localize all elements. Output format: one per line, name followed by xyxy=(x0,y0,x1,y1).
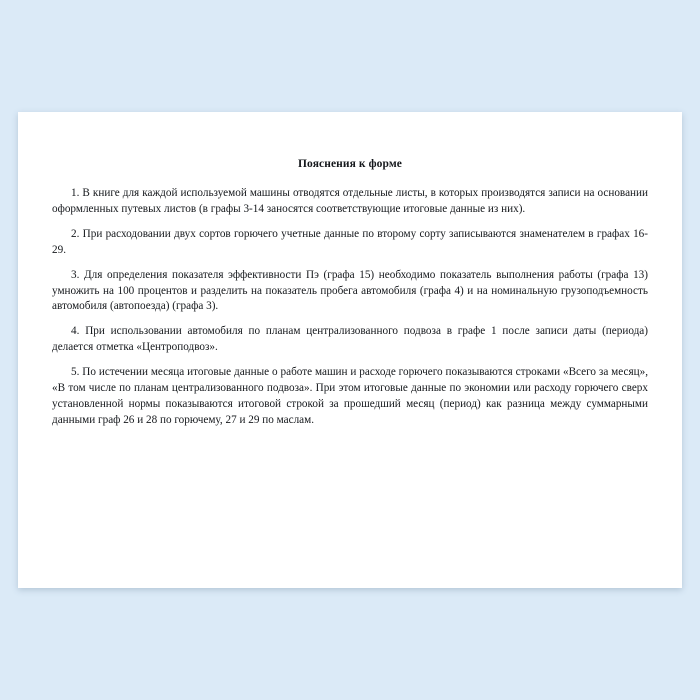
paragraph-2: 2. При расходовании двух сортов горючего учетные данные по второму сорту записываются знаменателем в графах 16-29. xyxy=(52,227,648,256)
document-sheet xyxy=(18,112,682,588)
paragraph-3: 3. Для определения показателя эффективности Пэ (графа 15) необходимо показатель выполнения работы (графа 13) умножить на 100 процентов и разделить на показатель пробега автомобиля (графа 4) и на номинальную грузоподъемность автомобиля (автопоезда) (графа 3). xyxy=(52,268,648,313)
paragraph-5: 5. По истечении месяца итоговые данные о работе машин и расходе горючего показываются строками «Всего за месяц», «В том числе по планам централизованного подвоза». При этом итоговые данные по экономии или расходу горючего сверх установленной нормы показываются итоговой строкой за прошедший месяц (период) как разница между суммарными данными граф 26 и 28 по горючему, 27 и 29 по маслам. xyxy=(52,366,648,426)
paragraph-1: 1. В книге для каждой используемой машины отводятся отдельные листы, в которых производятся записи на основании оформленных путевых листов (в графы 3-14 заносятся соответствующие итоговые данные из них). xyxy=(52,187,648,215)
document-page-wrapper xyxy=(18,112,682,588)
paragraph-4: 4. При использовании автомобиля по планам централизованного подвоза в графе 1 после записи даты (периода) делается отметка «Центроподвоз». xyxy=(52,325,648,354)
page-title: Пояснения к форме xyxy=(298,158,402,170)
